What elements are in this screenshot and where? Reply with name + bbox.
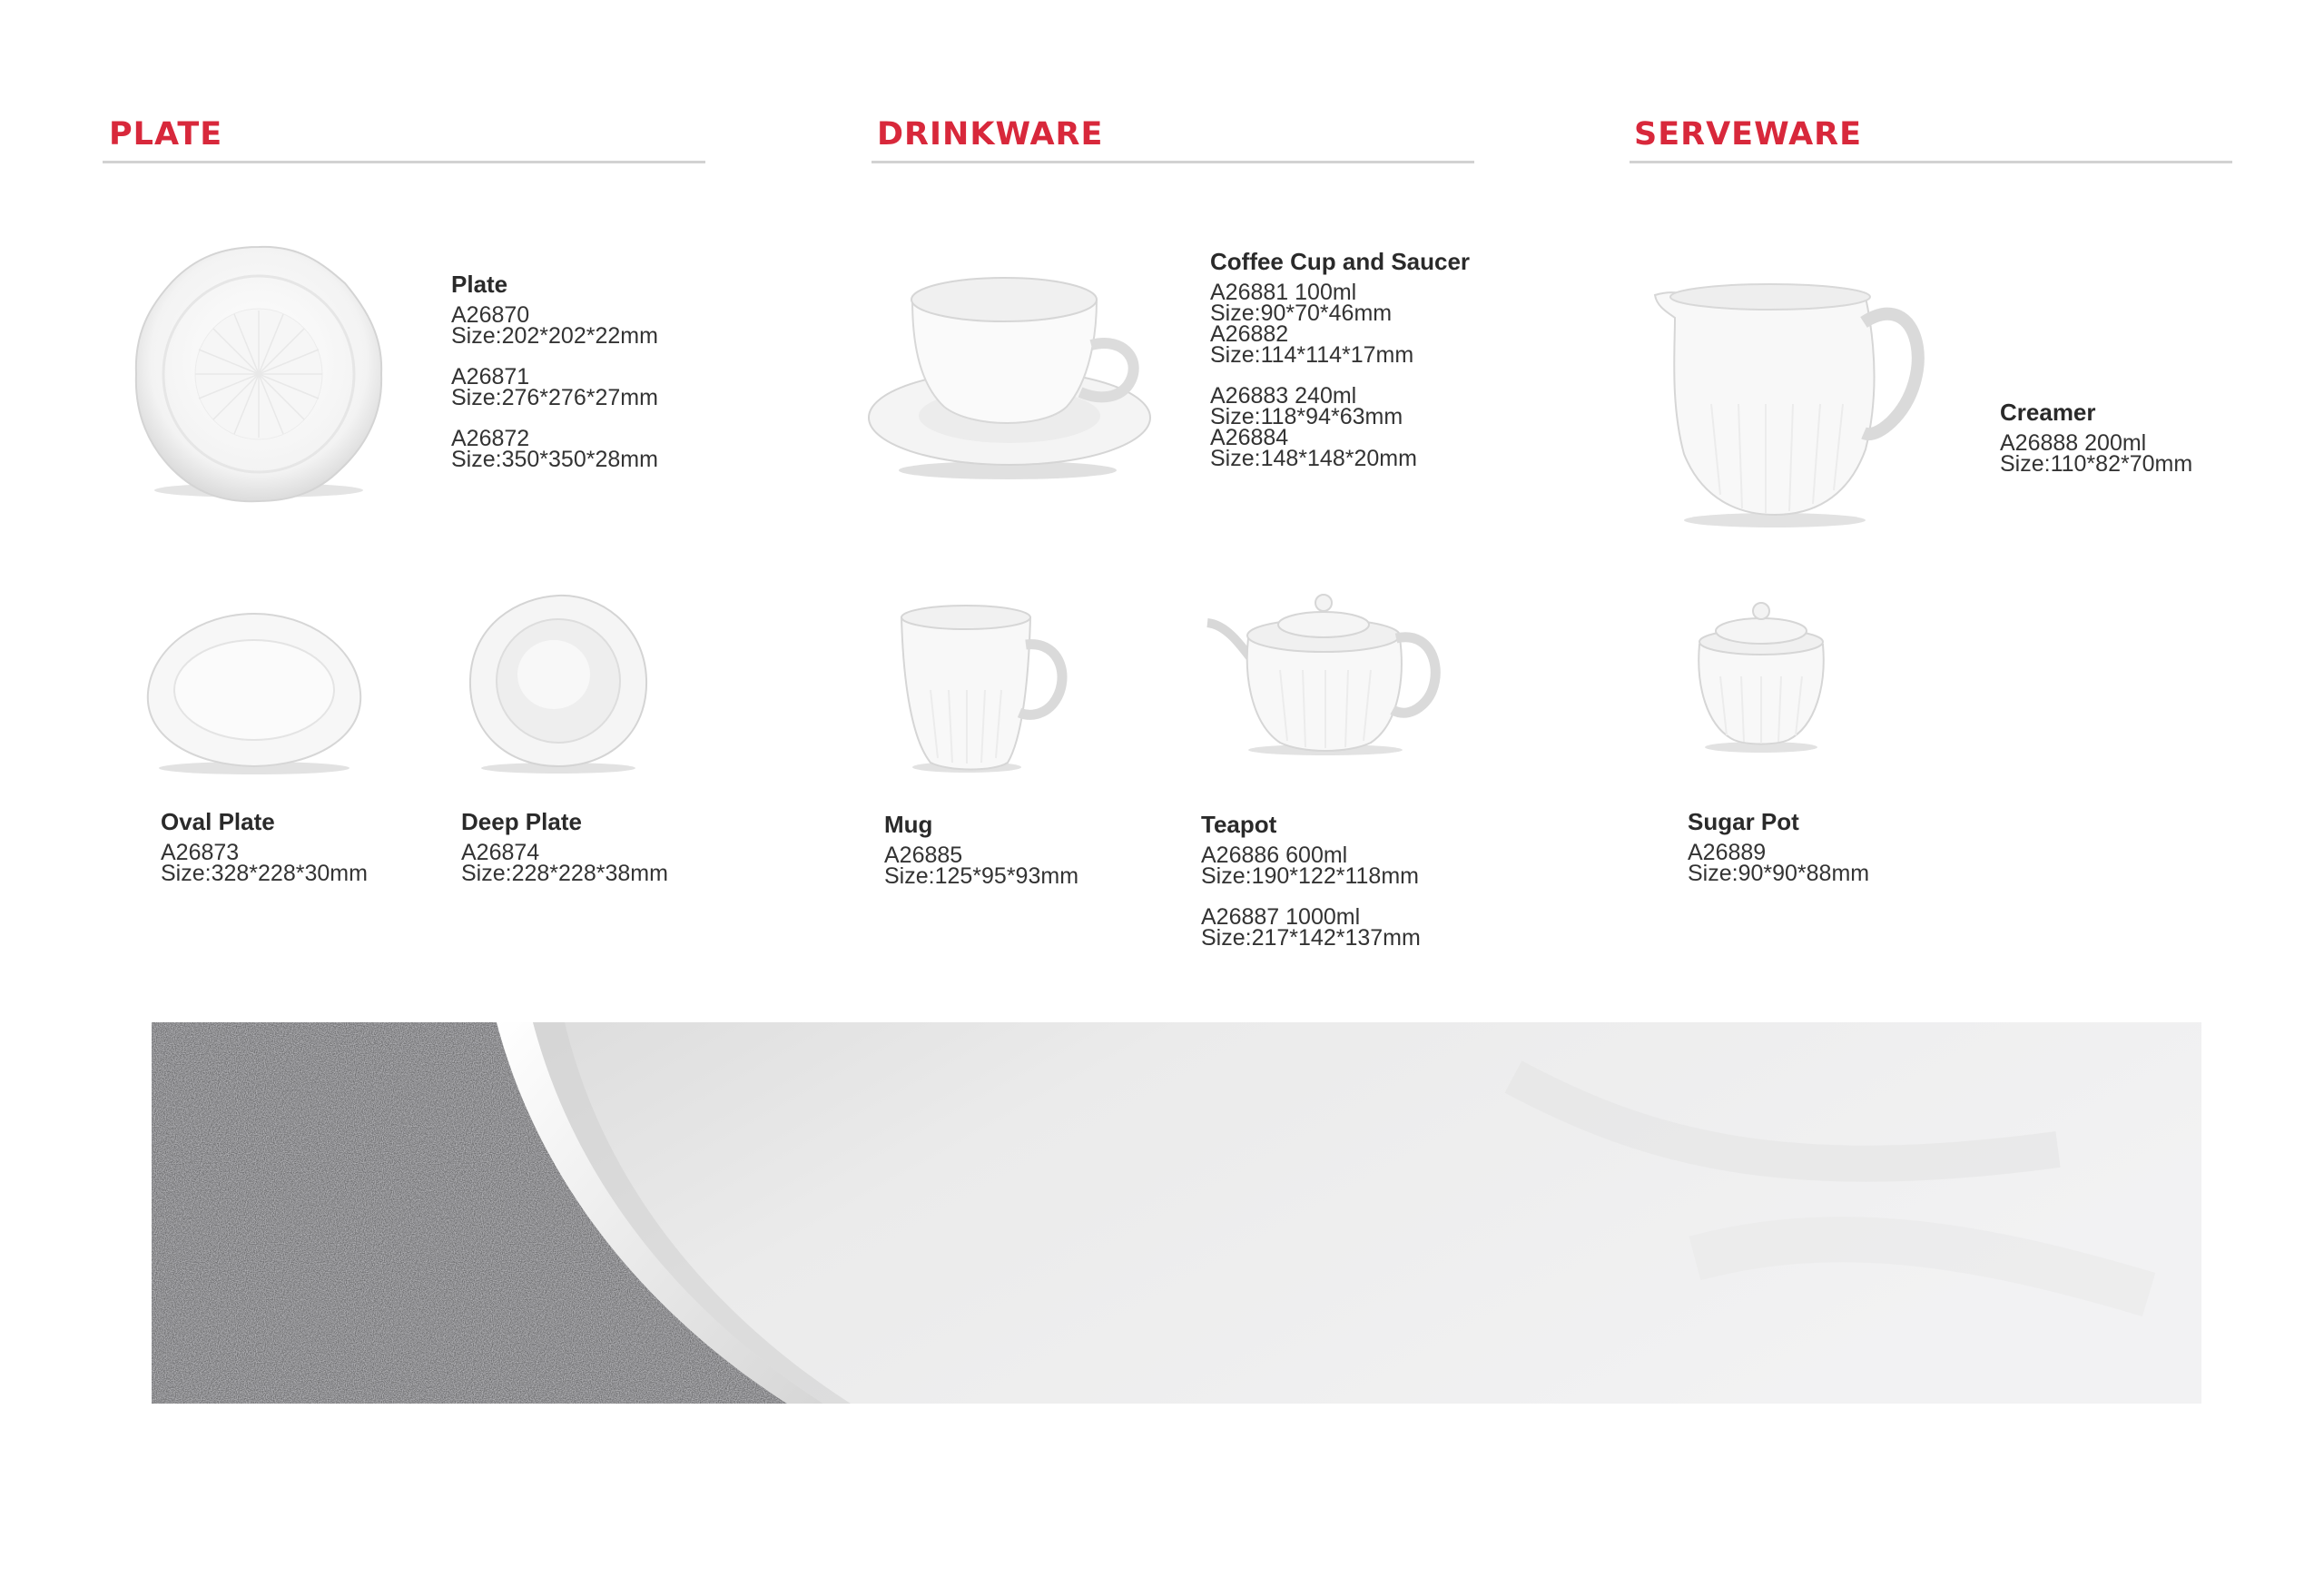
variant-code: A26888 200ml bbox=[2000, 430, 2147, 456]
variant-size: Size:328*228*30mm bbox=[161, 861, 368, 886]
variant-size: Size:217*142*137mm bbox=[1201, 925, 1421, 951]
variant-size: Size:110*82*70mm bbox=[2000, 451, 2193, 477]
variant-size: Size:350*350*28mm bbox=[451, 447, 658, 472]
section-divider-serveware bbox=[1630, 161, 2232, 163]
variant bbox=[1688, 840, 1870, 886]
oval-plate-image bbox=[141, 606, 368, 779]
variant bbox=[1201, 845, 1421, 887]
product-plate bbox=[451, 271, 658, 490]
teapot-image bbox=[1198, 588, 1443, 756]
variant-code: A26870 bbox=[451, 302, 530, 328]
variant bbox=[451, 364, 658, 410]
variant-code: A26885 bbox=[884, 843, 963, 868]
product-teapot bbox=[1201, 812, 1421, 969]
variant-code: A26887 1000ml bbox=[1201, 904, 1361, 930]
variant-size: Size:148*148*20mm bbox=[1210, 446, 1417, 471]
product-sugar-pot bbox=[1688, 809, 1869, 904]
product-coffee-cup-saucer bbox=[1210, 249, 1470, 489]
variant-code: A26889 bbox=[1688, 840, 1767, 865]
variant bbox=[884, 845, 1078, 887]
variant-code: A26883 240ml bbox=[1210, 383, 1357, 409]
banner-image bbox=[152, 1022, 2201, 1404]
coffee-cup-saucer-image bbox=[862, 272, 1153, 486]
section-divider-drinkware bbox=[872, 161, 1474, 163]
variant-code: A26871 bbox=[451, 364, 530, 389]
variant bbox=[451, 426, 658, 472]
variant-code: A26872 bbox=[451, 426, 530, 451]
variant-code: A26873 bbox=[161, 840, 240, 865]
variant-size: Size:228*228*38mm bbox=[461, 861, 668, 886]
product-creamer bbox=[2000, 399, 2192, 495]
variant bbox=[161, 840, 368, 886]
variant-code: A26884 bbox=[1210, 425, 1289, 450]
product-name: Coffee Cup and Saucer bbox=[1210, 248, 1471, 275]
product-name: Deep Plate bbox=[461, 808, 582, 835]
variant-code: A26886 600ml bbox=[1201, 843, 1348, 868]
sugar-pot-image bbox=[1689, 595, 1834, 754]
variant bbox=[451, 302, 658, 349]
variant bbox=[1210, 425, 1470, 471]
variant-code: A26881 100ml bbox=[1210, 280, 1357, 305]
section-title-plate: PLATE bbox=[109, 116, 223, 153]
product-name: Mug bbox=[884, 811, 933, 838]
variant bbox=[1210, 282, 1470, 324]
variant-size: Size:190*122*118mm bbox=[1201, 863, 1419, 889]
product-name: Creamer bbox=[2000, 399, 2096, 426]
product-mug bbox=[884, 812, 1078, 907]
variant bbox=[1210, 383, 1470, 429]
product-deep-plate bbox=[461, 809, 668, 904]
creamer-image bbox=[1648, 268, 1938, 531]
mug-image bbox=[894, 604, 1076, 776]
section-divider-plate bbox=[103, 161, 705, 163]
product-name: Sugar Pot bbox=[1688, 808, 1799, 835]
variant-code: A26882 bbox=[1210, 321, 1289, 347]
variant bbox=[461, 840, 668, 886]
variant-size: Size:114*114*17mm bbox=[1210, 342, 1414, 368]
product-name: Oval Plate bbox=[161, 808, 275, 835]
section-title-serveware: SERVEWARE bbox=[1634, 116, 1863, 153]
variant-size: Size:202*202*22mm bbox=[451, 323, 658, 349]
variant-size: Size:118*94*63mm bbox=[1210, 404, 1403, 429]
variant-code: A26874 bbox=[461, 840, 540, 865]
variant-size: Size:90*90*88mm bbox=[1688, 861, 1870, 886]
variant-size: Size:125*95*93mm bbox=[884, 863, 1079, 889]
plate-image bbox=[127, 238, 390, 510]
variant bbox=[1201, 904, 1421, 951]
variant bbox=[1210, 321, 1470, 368]
product-name: Plate bbox=[451, 271, 508, 298]
variant-size: Size:276*276*27mm bbox=[451, 385, 658, 410]
product-oval-plate bbox=[161, 809, 368, 904]
variant bbox=[2000, 430, 2193, 477]
deep-plate-image bbox=[463, 588, 654, 779]
variant-size: Size:90*70*46mm bbox=[1210, 301, 1393, 326]
product-name: Teapot bbox=[1201, 811, 1277, 838]
section-title-drinkware: DRINKWARE bbox=[877, 116, 1104, 153]
